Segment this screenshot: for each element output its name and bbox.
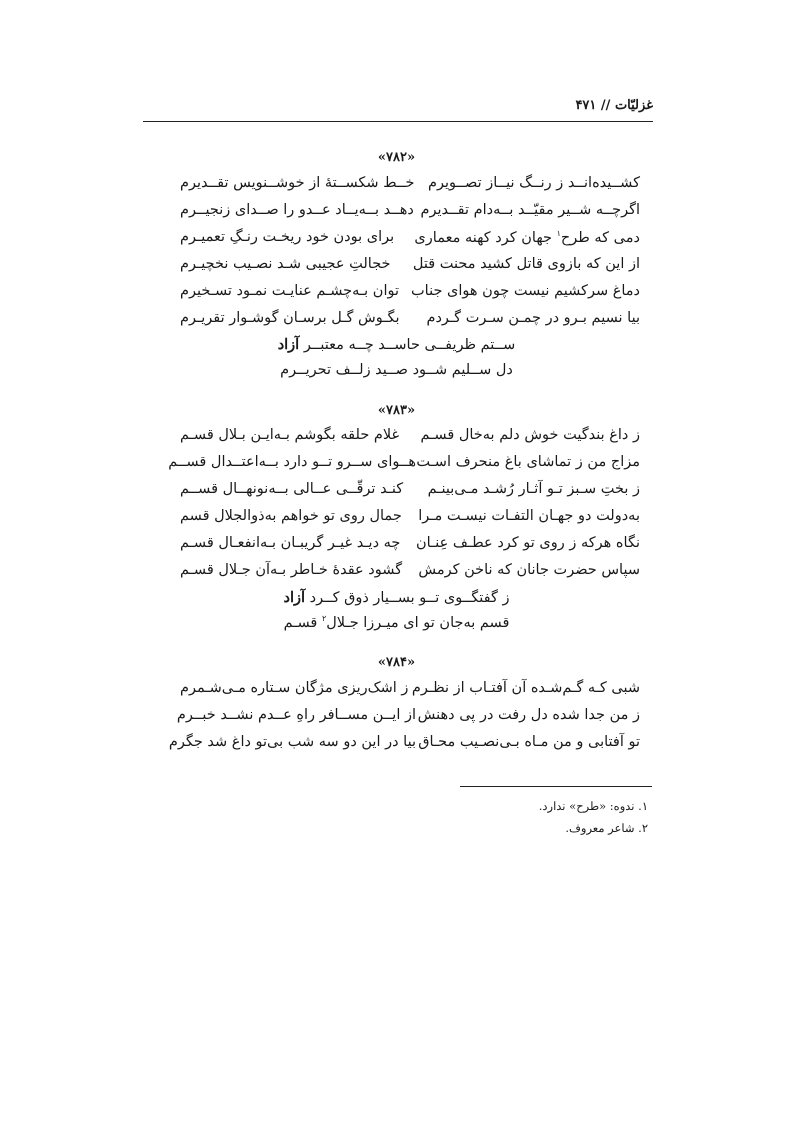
- hemistich-first: به‌دولت دو جهـان التفـات نیسـت مـرا: [418, 508, 640, 524]
- couplet: [0, 508, 793, 530]
- hemistich-first: بیا نسیم بـرو در چمـن سـرت گـردم: [426, 310, 640, 326]
- couplet: [0, 229, 793, 251]
- hemistich-first: کشــیده‌انــد ز رنــگ نیــاز تصــویرم: [428, 175, 640, 191]
- hemistich-second: کنـد ترقّــی عــالی بــه‌نونهــال قســم: [180, 481, 404, 497]
- hemistich-second: خــط شکســتهٔ از خوشــنویس تقــدیرم: [180, 175, 415, 191]
- hemistich-first: اگرچــه شــیر مقیّــد بــه‌دام تقــدیرم: [420, 202, 640, 218]
- hemistich-first: ز من جدا شده دل رفت در پی دهنش: [417, 707, 640, 723]
- poem-number: «۷۸۳»: [377, 403, 416, 418]
- header-title: غزلیّات // ۴۷۱: [575, 98, 653, 113]
- couplet: [0, 454, 793, 476]
- hemistich-text-tail: جهان کرد کهنه معماری: [414, 229, 557, 246]
- running-header: [143, 98, 653, 122]
- closing-line: [0, 336, 793, 353]
- footnote-rule: [460, 786, 652, 787]
- hemistich-second: بیا در این دو سه شب بی‌تو داغ شد جگرم: [168, 734, 416, 750]
- couplet: [0, 175, 793, 197]
- hemistich-second: توان بـه‌چشـم عنایـت نمـود تسـخیرم: [180, 283, 400, 299]
- hemistich-first: [410, 229, 640, 246]
- couplet: [0, 283, 793, 305]
- hemistich-first: نگاه هرکه ز روی تو کرد عطـف عِنـان: [415, 535, 640, 551]
- couplet: [0, 734, 793, 756]
- hemistich-first: ز داغ بندگیت خوش دلم به‌خال قسـم: [420, 427, 640, 443]
- footnote-marker: ۱: [556, 229, 561, 238]
- footnote-marker: ۲: [321, 614, 327, 623]
- couplet: [0, 256, 793, 278]
- closing-text: قسم به‌جان تو ای میـرزا جـلال: [326, 614, 510, 631]
- hemistich-text: دمی که طرح: [560, 229, 640, 246]
- couplet: [0, 310, 793, 332]
- couplet: [0, 535, 793, 557]
- hemistich-second: بگـوش گـل برسـان گوشـوار تقریـرم: [180, 310, 400, 326]
- footnote: ۲. شاعر معروف.: [565, 821, 648, 835]
- hemistich-second: غلام حلقه بگوشم بـه‌ایـن بـلال قسـم: [180, 427, 400, 443]
- header-rule: [143, 121, 653, 122]
- hemistich-second: دهــد بــه‌یــاد عــدو را صــدای زنجیــرم: [180, 202, 414, 218]
- hemistich-second: چه دیـد غیـر گریبـان بـه‌انفعـال قسـم: [180, 535, 401, 551]
- poet-name: آزاد: [283, 589, 306, 606]
- couplet: [0, 481, 793, 503]
- hemistich-first: ز بختِ سـبز تـو آثـار رُشـد مـی‌بینـم: [427, 481, 640, 497]
- poem-number: «۷۸۴»: [377, 655, 416, 670]
- hemistich-first: تو آفتابی و من مـاه بـی‌نصـیب محـاق: [418, 734, 640, 750]
- closing-text-tail: قسـم: [283, 614, 322, 631]
- closing-line: [0, 589, 793, 606]
- hemistich-first: دماغ سرکشیم نیست چون هوای جناب: [411, 283, 640, 299]
- hemistich-second: گشود عقدهٔ خـاطر بـه‌آن جـلال قسـم: [180, 562, 403, 578]
- hemistich-first: سپاس حضرت جانان که ناخن کرمش: [418, 562, 640, 578]
- poem-number: «۷۸۲»: [377, 150, 416, 165]
- couplet: [0, 680, 793, 702]
- hemistich-second: ز اشک‌ریزی مژگان سـتاره مـی‌شـمرم: [180, 680, 409, 696]
- closing-line: [0, 362, 793, 378]
- closing-text: ز گفتگــوی تــو بســیار ذوق کــرد: [305, 590, 510, 606]
- closing-text: ســتم ظریفــی حاســد چــه معتبــر: [299, 337, 516, 353]
- couplet: [0, 202, 793, 224]
- hemistich-first: از این که بازوی قاتل کشید محنت قتل: [412, 256, 640, 272]
- hemistich-second: از ایــن مســافر راهِ عــدم نشــد خبــرم: [176, 707, 416, 723]
- poet-name: آزاد: [277, 336, 300, 353]
- couplet: [0, 562, 793, 584]
- couplet: [0, 427, 793, 449]
- hemistich-second: هــوای ســرو تــو دارد بــه‌اعتــدال قســم: [168, 454, 416, 470]
- hemistich-second: خجالتِ عجیبی شـد نصـیب نخچیـرم: [180, 256, 391, 272]
- footnote: ۱. ندوه: «طرح» ندارد.: [538, 799, 648, 813]
- hemistich-first: شبی کـه گـم‌شـده آن آفتـاب از نظـرم: [411, 680, 640, 696]
- closing-text: دل ســلیم شــود صــید زلــف تحریــرم: [280, 362, 513, 378]
- hemistich-first: مزاج من ز تماشای باغ منحرف اسـت: [416, 454, 640, 470]
- closing-line: [0, 614, 793, 631]
- couplet: [0, 707, 793, 729]
- hemistich-second: جمال روی تو خواهم به‌ذوالجلال قسم: [180, 508, 402, 524]
- hemistich-second: برای بودن خود ریخـت رنـگِ تعمیـرم: [180, 229, 395, 245]
